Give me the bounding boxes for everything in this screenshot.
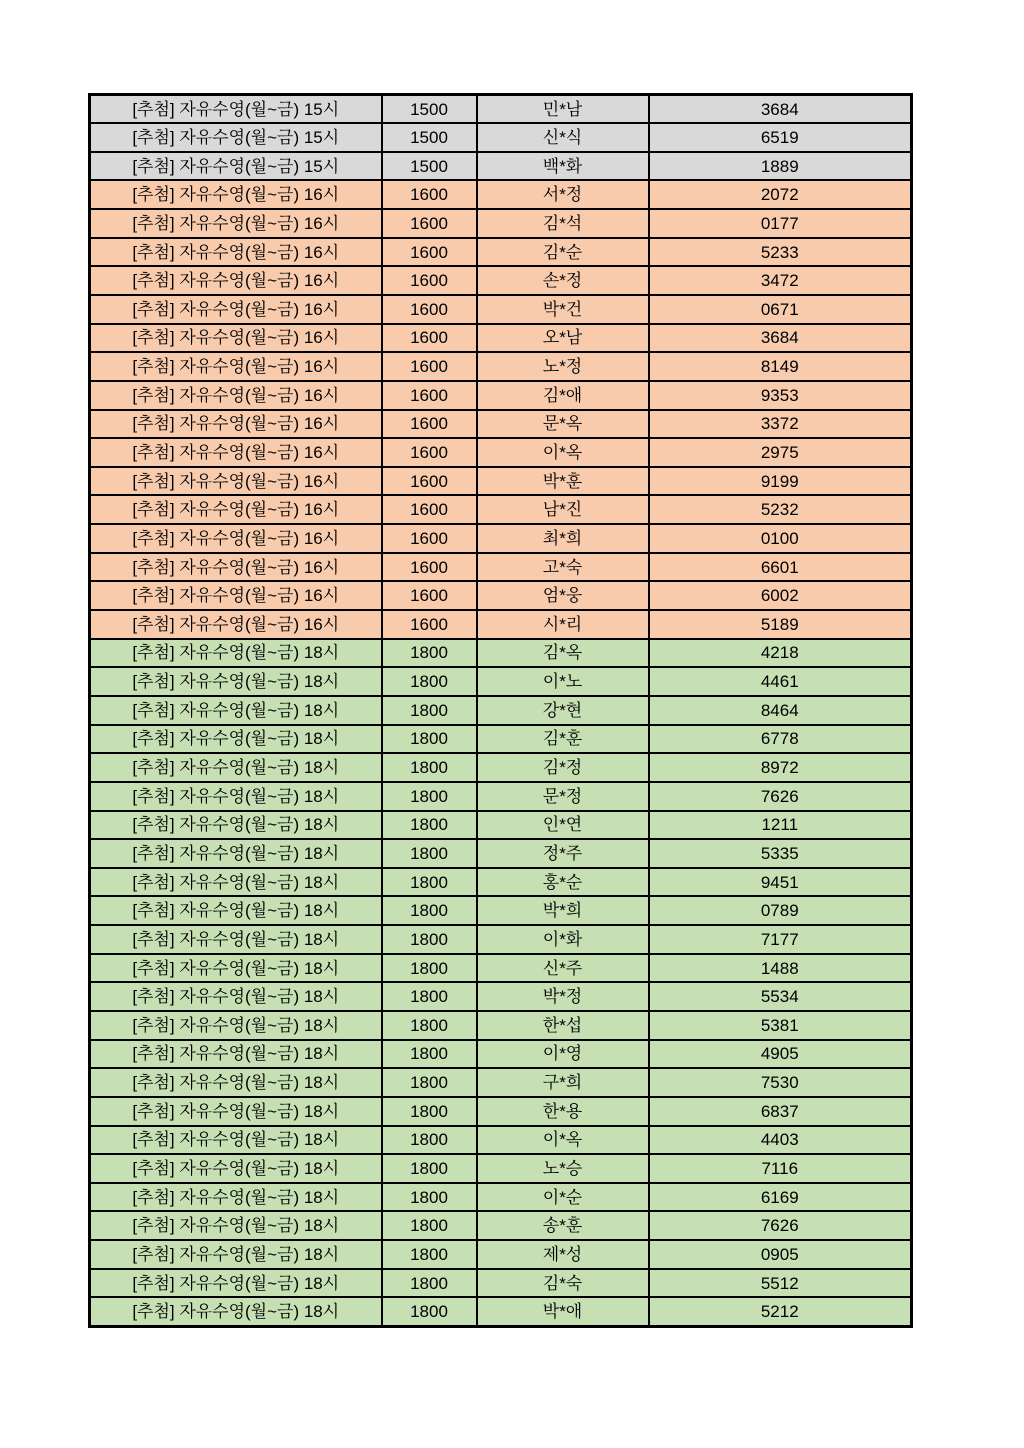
cell-member-name: 강*현 — [477, 696, 649, 725]
results-table-body — [90, 95, 912, 1327]
cell-number: 8149 — [649, 352, 912, 381]
cell-number: 7626 — [649, 782, 912, 811]
table-row — [90, 1297, 912, 1326]
table-row — [90, 639, 912, 668]
cell-member-name: 이*옥 — [477, 1126, 649, 1155]
cell-class-name: [추첨] 자유수영(월~금) 18시 — [90, 896, 382, 925]
table-row — [90, 324, 912, 353]
cell-class-name: [추첨] 자유수영(월~금) 16시 — [90, 610, 382, 639]
cell-member-name: 이*화 — [477, 925, 649, 954]
cell-number: 1211 — [649, 811, 912, 840]
cell-member-name: 정*주 — [477, 839, 649, 868]
table-row — [90, 839, 912, 868]
cell-time-code: 1800 — [382, 667, 477, 696]
table-row — [90, 782, 912, 811]
cell-number: 3472 — [649, 266, 912, 295]
cell-number: 5212 — [649, 1297, 912, 1326]
cell-member-name: 이*노 — [477, 667, 649, 696]
cell-class-name: [추첨] 자유수영(월~금) 18시 — [90, 811, 382, 840]
cell-number: 7116 — [649, 1154, 912, 1183]
cell-time-code: 1800 — [382, 1211, 477, 1240]
cell-number: 5335 — [649, 839, 912, 868]
table-row — [90, 381, 912, 410]
cell-class-name: [추첨] 자유수영(월~금) 16시 — [90, 295, 382, 324]
cell-member-name: 구*희 — [477, 1068, 649, 1097]
cell-time-code: 1800 — [382, 1297, 477, 1326]
cell-number: 9199 — [649, 467, 912, 496]
table-row — [90, 1240, 912, 1269]
cell-number: 6837 — [649, 1097, 912, 1126]
lottery-results-table — [88, 93, 913, 1328]
cell-number: 0671 — [649, 295, 912, 324]
cell-time-code: 1800 — [382, 1011, 477, 1040]
cell-member-name: 송*훈 — [477, 1211, 649, 1240]
cell-time-code: 1800 — [382, 925, 477, 954]
table-row — [90, 1211, 912, 1240]
cell-time-code: 1800 — [382, 725, 477, 754]
cell-number: 7177 — [649, 925, 912, 954]
cell-number: 6519 — [649, 123, 912, 152]
cell-number: 6002 — [649, 581, 912, 610]
cell-time-code: 1800 — [382, 639, 477, 668]
cell-class-name: [추첨] 자유수영(월~금) 16시 — [90, 352, 382, 381]
cell-class-name: [추첨] 자유수영(월~금) 15시 — [90, 152, 382, 181]
cell-time-code: 1600 — [382, 438, 477, 467]
table-row — [90, 410, 912, 439]
cell-time-code: 1800 — [382, 1154, 477, 1183]
cell-time-code: 1600 — [382, 324, 477, 353]
cell-number: 4218 — [649, 639, 912, 668]
cell-member-name: 신*주 — [477, 954, 649, 983]
cell-class-name: [추첨] 자유수영(월~금) 15시 — [90, 95, 382, 124]
cell-member-name: 김*정 — [477, 753, 649, 782]
cell-number: 8464 — [649, 696, 912, 725]
table-row — [90, 553, 912, 582]
cell-member-name: 박*희 — [477, 896, 649, 925]
cell-member-name: 김*순 — [477, 238, 649, 267]
cell-number: 4461 — [649, 667, 912, 696]
cell-time-code: 1800 — [382, 954, 477, 983]
cell-number: 0100 — [649, 524, 912, 553]
table-row — [90, 581, 912, 610]
cell-member-name: 노*정 — [477, 352, 649, 381]
cell-number: 2072 — [649, 180, 912, 209]
table-row — [90, 1040, 912, 1069]
cell-time-code: 1800 — [382, 1040, 477, 1069]
cell-class-name: [추첨] 자유수영(월~금) 18시 — [90, 925, 382, 954]
lottery-results-sheet — [88, 93, 913, 1328]
cell-class-name: [추첨] 자유수영(월~금) 16시 — [90, 266, 382, 295]
cell-time-code: 1800 — [382, 696, 477, 725]
cell-number: 7530 — [649, 1068, 912, 1097]
cell-member-name: 노*승 — [477, 1154, 649, 1183]
cell-number: 1488 — [649, 954, 912, 983]
cell-member-name: 민*남 — [477, 95, 649, 124]
table-row — [90, 1183, 912, 1212]
cell-class-name: [추첨] 자유수영(월~금) 18시 — [90, 696, 382, 725]
cell-number: 4403 — [649, 1126, 912, 1155]
cell-class-name: [추첨] 자유수영(월~금) 18시 — [90, 1011, 382, 1040]
cell-time-code: 1800 — [382, 1126, 477, 1155]
cell-class-name: [추첨] 자유수영(월~금) 16시 — [90, 467, 382, 496]
table-row — [90, 295, 912, 324]
cell-time-code: 1600 — [382, 553, 477, 582]
cell-class-name: [추첨] 자유수영(월~금) 16시 — [90, 524, 382, 553]
cell-number: 3372 — [649, 410, 912, 439]
table-row — [90, 209, 912, 238]
cell-class-name: [추첨] 자유수영(월~금) 18시 — [90, 753, 382, 782]
table-row — [90, 1269, 912, 1298]
table-row — [90, 495, 912, 524]
cell-class-name: [추첨] 자유수영(월~금) 18시 — [90, 868, 382, 897]
cell-class-name: [추첨] 자유수영(월~금) 18시 — [90, 1183, 382, 1212]
table-row — [90, 1068, 912, 1097]
table-row — [90, 925, 912, 954]
cell-time-code: 1600 — [382, 180, 477, 209]
cell-class-name: [추첨] 자유수영(월~금) 16시 — [90, 553, 382, 582]
cell-number: 6778 — [649, 725, 912, 754]
cell-number: 3684 — [649, 95, 912, 124]
cell-class-name: [추첨] 자유수영(월~금) 18시 — [90, 667, 382, 696]
cell-number: 6601 — [649, 553, 912, 582]
cell-member-name: 문*정 — [477, 782, 649, 811]
cell-class-name: [추첨] 자유수영(월~금) 18시 — [90, 1126, 382, 1155]
cell-member-name: 홍*순 — [477, 868, 649, 897]
cell-time-code: 1500 — [382, 95, 477, 124]
table-row — [90, 696, 912, 725]
cell-time-code: 1800 — [382, 811, 477, 840]
table-row — [90, 868, 912, 897]
cell-class-name: [추첨] 자유수영(월~금) 18시 — [90, 725, 382, 754]
cell-time-code: 1800 — [382, 1097, 477, 1126]
cell-number: 5381 — [649, 1011, 912, 1040]
cell-class-name: [추첨] 자유수영(월~금) 18시 — [90, 639, 382, 668]
table-row — [90, 352, 912, 381]
table-row — [90, 438, 912, 467]
cell-time-code: 1800 — [382, 782, 477, 811]
cell-number: 5512 — [649, 1269, 912, 1298]
cell-time-code: 1600 — [382, 209, 477, 238]
cell-member-name: 박*정 — [477, 982, 649, 1011]
table-row — [90, 524, 912, 553]
cell-member-name: 이*옥 — [477, 438, 649, 467]
cell-time-code: 1600 — [382, 524, 477, 553]
cell-time-code: 1800 — [382, 868, 477, 897]
cell-member-name: 오*남 — [477, 324, 649, 353]
table-row — [90, 123, 912, 152]
table-row — [90, 1154, 912, 1183]
cell-member-name: 엄*웅 — [477, 581, 649, 610]
cell-member-name: 서*정 — [477, 180, 649, 209]
cell-class-name: [추첨] 자유수영(월~금) 16시 — [90, 381, 382, 410]
cell-member-name: 남*진 — [477, 495, 649, 524]
cell-number: 9353 — [649, 381, 912, 410]
table-row — [90, 1011, 912, 1040]
cell-class-name: [추첨] 자유수영(월~금) 16시 — [90, 209, 382, 238]
cell-time-code: 1600 — [382, 352, 477, 381]
table-row — [90, 725, 912, 754]
cell-time-code: 1800 — [382, 1240, 477, 1269]
cell-number: 2975 — [649, 438, 912, 467]
cell-time-code: 1800 — [382, 839, 477, 868]
cell-time-code: 1600 — [382, 381, 477, 410]
cell-class-name: [추첨] 자유수영(월~금) 16시 — [90, 438, 382, 467]
cell-number: 5232 — [649, 495, 912, 524]
cell-time-code: 1800 — [382, 1183, 477, 1212]
cell-number: 7626 — [649, 1211, 912, 1240]
cell-member-name: 손*정 — [477, 266, 649, 295]
cell-time-code: 1600 — [382, 295, 477, 324]
cell-class-name: [추첨] 자유수영(월~금) 18시 — [90, 1269, 382, 1298]
cell-time-code: 1800 — [382, 1068, 477, 1097]
cell-member-name: 문*옥 — [477, 410, 649, 439]
table-row — [90, 1097, 912, 1126]
table-row — [90, 954, 912, 983]
cell-number: 0905 — [649, 1240, 912, 1269]
cell-time-code: 1800 — [382, 753, 477, 782]
table-row — [90, 152, 912, 181]
cell-time-code: 1600 — [382, 495, 477, 524]
cell-class-name: [추첨] 자유수영(월~금) 16시 — [90, 410, 382, 439]
cell-number: 5233 — [649, 238, 912, 267]
cell-class-name: [추첨] 자유수영(월~금) 18시 — [90, 1040, 382, 1069]
cell-time-code: 1600 — [382, 581, 477, 610]
cell-member-name: 김*애 — [477, 381, 649, 410]
cell-number: 1889 — [649, 152, 912, 181]
cell-class-name: [추첨] 자유수영(월~금) 18시 — [90, 782, 382, 811]
cell-time-code: 1800 — [382, 982, 477, 1011]
cell-member-name: 제*성 — [477, 1240, 649, 1269]
table-row — [90, 896, 912, 925]
cell-class-name: [추첨] 자유수영(월~금) 18시 — [90, 839, 382, 868]
cell-member-name: 백*화 — [477, 152, 649, 181]
cell-member-name: 신*식 — [477, 123, 649, 152]
cell-member-name: 한*섭 — [477, 1011, 649, 1040]
table-row — [90, 667, 912, 696]
cell-class-name: [추첨] 자유수영(월~금) 18시 — [90, 1240, 382, 1269]
cell-member-name: 이*영 — [477, 1040, 649, 1069]
cell-time-code: 1800 — [382, 896, 477, 925]
cell-class-name: [추첨] 자유수영(월~금) 18시 — [90, 1068, 382, 1097]
cell-class-name: [추첨] 자유수영(월~금) 15시 — [90, 123, 382, 152]
cell-number: 4905 — [649, 1040, 912, 1069]
cell-number: 0789 — [649, 896, 912, 925]
table-row — [90, 610, 912, 639]
cell-member-name: 박*건 — [477, 295, 649, 324]
table-row — [90, 1126, 912, 1155]
cell-time-code: 1800 — [382, 1269, 477, 1298]
table-row — [90, 95, 912, 124]
cell-member-name: 김*훈 — [477, 725, 649, 754]
cell-class-name: [추첨] 자유수영(월~금) 18시 — [90, 1154, 382, 1183]
cell-member-name: 인*연 — [477, 811, 649, 840]
cell-number: 6169 — [649, 1183, 912, 1212]
cell-member-name: 이*순 — [477, 1183, 649, 1212]
cell-time-code: 1600 — [382, 410, 477, 439]
cell-class-name: [추첨] 자유수영(월~금) 18시 — [90, 1297, 382, 1326]
table-row — [90, 753, 912, 782]
cell-member-name: 최*희 — [477, 524, 649, 553]
cell-time-code: 1600 — [382, 238, 477, 267]
cell-number: 9451 — [649, 868, 912, 897]
table-row — [90, 180, 912, 209]
cell-member-name: 김*옥 — [477, 639, 649, 668]
cell-class-name: [추첨] 자유수영(월~금) 18시 — [90, 954, 382, 983]
cell-class-name: [추첨] 자유수영(월~금) 16시 — [90, 495, 382, 524]
cell-number: 8972 — [649, 753, 912, 782]
cell-time-code: 1500 — [382, 152, 477, 181]
cell-member-name: 김*숙 — [477, 1269, 649, 1298]
table-row — [90, 238, 912, 267]
cell-class-name: [추첨] 자유수영(월~금) 16시 — [90, 238, 382, 267]
table-row — [90, 266, 912, 295]
cell-time-code: 1600 — [382, 610, 477, 639]
table-row — [90, 982, 912, 1011]
cell-member-name: 한*용 — [477, 1097, 649, 1126]
cell-class-name: [추첨] 자유수영(월~금) 16시 — [90, 581, 382, 610]
cell-class-name: [추첨] 자유수영(월~금) 18시 — [90, 1097, 382, 1126]
cell-time-code: 1500 — [382, 123, 477, 152]
cell-number: 5189 — [649, 610, 912, 639]
cell-member-name: 시*리 — [477, 610, 649, 639]
cell-class-name: [추첨] 자유수영(월~금) 18시 — [90, 1211, 382, 1240]
cell-member-name: 고*숙 — [477, 553, 649, 582]
table-row — [90, 811, 912, 840]
cell-class-name: [추첨] 자유수영(월~금) 18시 — [90, 982, 382, 1011]
cell-number: 3684 — [649, 324, 912, 353]
cell-member-name: 박*애 — [477, 1297, 649, 1326]
cell-class-name: [추첨] 자유수영(월~금) 16시 — [90, 324, 382, 353]
cell-member-name: 김*석 — [477, 209, 649, 238]
cell-class-name: [추첨] 자유수영(월~금) 16시 — [90, 180, 382, 209]
cell-number: 0177 — [649, 209, 912, 238]
cell-time-code: 1600 — [382, 467, 477, 496]
table-row — [90, 467, 912, 496]
cell-number: 5534 — [649, 982, 912, 1011]
cell-time-code: 1600 — [382, 266, 477, 295]
cell-member-name: 박*훈 — [477, 467, 649, 496]
